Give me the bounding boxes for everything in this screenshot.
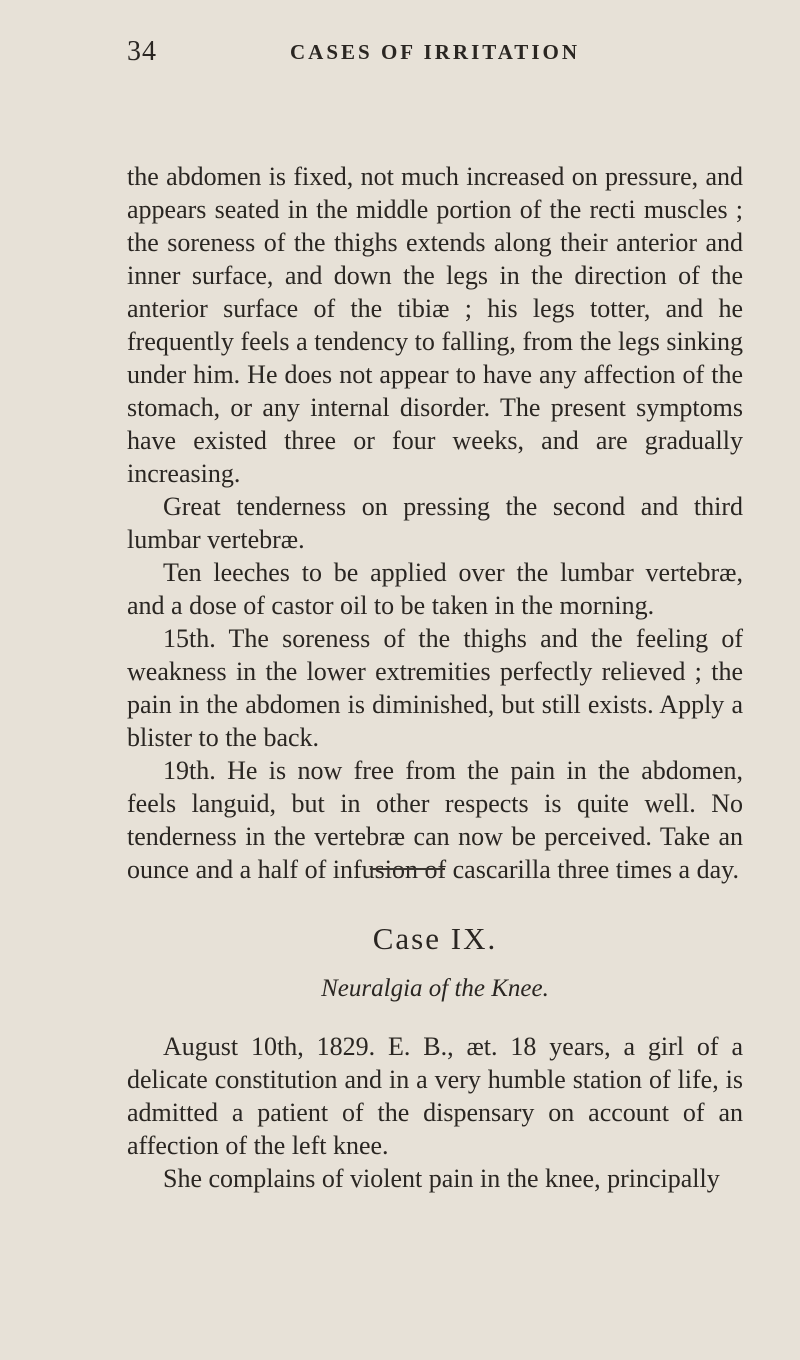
paragraph: August 10th, 1829. E. B., æt. 18 years, a girl of a delicate constitution and in a very humble station of life, is admitted a patient of the dispensary on account of an affection of the left knee. [127, 1032, 743, 1160]
paragraph: She complains of violent pain in the knee, principally [163, 1164, 720, 1193]
paragraph: the abdomen is fixed, not much increased on pressure, and appears seated in the middle portion of the recti muscles ; the soreness of the thighs extends along their anterior and inner surface, and down the legs in the direction of the anterior surface of the tibiæ ; his legs totter, and he frequently feels a tendency to falling, from the legs sinking under him. He does not appear to have any affection of the stomach, or any internal disorder. The present symptoms have existed three or four weeks, and are gradually increasing. [127, 162, 743, 488]
paragraph: 19th. He is now free from the pain in the abdomen, feels languid, but in other respects is quite well. No tenderness in the vertebræ can now be perceived. Take an ounce and a half of infusion of cascarilla three times a day. [127, 756, 743, 884]
section-divider [370, 868, 445, 870]
case-title: Case IX. [372, 921, 498, 956]
case-body-text [127, 1030, 743, 1195]
paragraph: Ten leeches to be applied over the lumbar vertebræ, and a dose of castor oil to be taken in the morning. [127, 558, 743, 620]
case-subtitle: Neuralgia of the Knee. [321, 975, 549, 1002]
running-head [127, 36, 743, 66]
page-number: 34 [127, 36, 157, 67]
body-text [127, 160, 743, 886]
paragraph: Great tenderness on pressing the second and third lumbar vertebræ. [127, 492, 743, 554]
paragraph: 15th. The soreness of the thighs and the feeling of weakness in the lower extremities perfectly relieved ; the pain in the abdomen is diminished, but still exists. Apply a blister to the back. [127, 624, 743, 752]
running-title: CASES OF IRRITATION [290, 40, 580, 64]
